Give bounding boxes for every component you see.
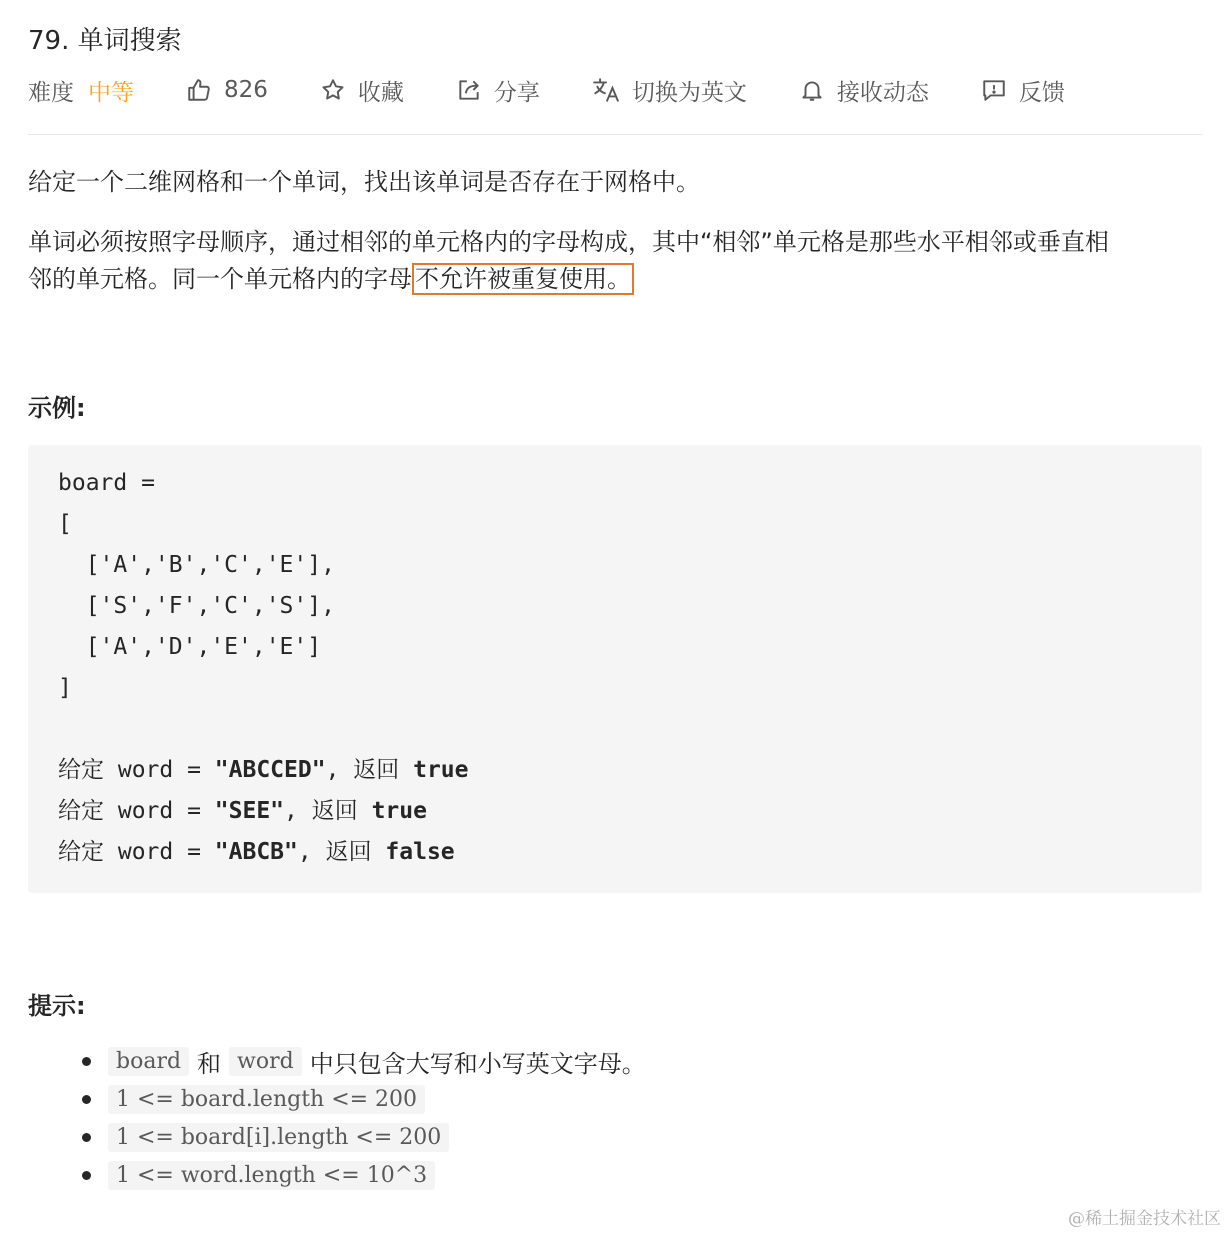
translate-label: 切换为英文 bbox=[631, 79, 747, 106]
description-line-1: 单词必须按照字母顺序，通过相邻的单元格内的字母构成，其中“相邻”单元格是那些水平相邻或垂直相 bbox=[28, 228, 1109, 256]
example-code-block bbox=[28, 445, 1202, 893]
case-result: true bbox=[371, 798, 427, 824]
case-prefix: 给定 word = bbox=[58, 757, 215, 783]
bullet-icon bbox=[82, 1057, 91, 1066]
list-item bbox=[28, 1042, 654, 1080]
inline-code: 1 <= board.length <= 200 bbox=[108, 1085, 425, 1114]
inline-code: 1 <= word.length <= 10^3 bbox=[108, 1161, 435, 1190]
hints-list bbox=[28, 1042, 654, 1194]
case-mid: , 返回 bbox=[297, 839, 386, 865]
code-line: ['A','B','C','E'], bbox=[58, 552, 335, 578]
list-item bbox=[28, 1118, 654, 1156]
problem-toolbar bbox=[28, 72, 1117, 108]
subscribe-label: 接收动态 bbox=[836, 79, 929, 106]
watermark: @稀土掘金技术社区 bbox=[1068, 1209, 1221, 1229]
example-case bbox=[58, 839, 455, 865]
thumbs-up-icon bbox=[186, 77, 212, 103]
code-line: [ bbox=[58, 511, 72, 537]
description-paragraph-1: 给定一个二维网格和一个单词，找出该单词是否存在于网格中。 bbox=[28, 168, 700, 196]
case-mid: , 返回 bbox=[284, 798, 372, 824]
share-button[interactable] bbox=[456, 74, 540, 107]
description-paragraph-2 bbox=[28, 224, 1202, 298]
case-result: true bbox=[413, 757, 469, 783]
inline-code: 1 <= board[i].length <= 200 bbox=[108, 1123, 449, 1152]
translate-button[interactable] bbox=[592, 74, 747, 107]
difficulty-value: 中等 bbox=[88, 79, 134, 106]
star-icon bbox=[320, 77, 346, 103]
problem-title: 79. 单词搜索 bbox=[28, 26, 182, 56]
case-prefix: 给定 word = bbox=[58, 798, 215, 824]
favorite-button[interactable] bbox=[320, 74, 404, 107]
hint-text: 中只包含大写和小写英文字母。 bbox=[309, 1049, 646, 1078]
like-button[interactable] bbox=[186, 77, 268, 103]
difficulty bbox=[28, 74, 134, 107]
case-word: "ABCCED" bbox=[214, 757, 326, 783]
translate-icon bbox=[592, 77, 620, 103]
feedback-button[interactable] bbox=[981, 74, 1065, 107]
list-item bbox=[28, 1080, 654, 1118]
share-label: 分享 bbox=[493, 79, 540, 106]
description-line-2: 邻的单元格。同一个单元格内的字母 bbox=[28, 265, 412, 293]
code-line: ['A','D','E','E'] bbox=[58, 634, 322, 660]
case-word: "SEE" bbox=[214, 798, 285, 824]
feedback-label: 反馈 bbox=[1018, 79, 1065, 106]
code-line: board = bbox=[58, 470, 155, 496]
like-count: 826 bbox=[224, 77, 268, 103]
example-code bbox=[58, 463, 469, 873]
example-heading: 示例: bbox=[28, 394, 86, 422]
case-result: false bbox=[385, 839, 455, 865]
favorite-label: 收藏 bbox=[357, 79, 404, 106]
difficulty-label: 难度 bbox=[28, 79, 74, 106]
example-case bbox=[58, 798, 427, 824]
feedback-icon bbox=[981, 77, 1007, 103]
case-prefix: 给定 word = bbox=[58, 839, 215, 865]
hint-text: 和 bbox=[197, 1049, 222, 1078]
bullet-icon bbox=[82, 1171, 91, 1180]
bullet-icon bbox=[82, 1133, 91, 1142]
share-icon bbox=[456, 77, 482, 103]
code-line: ['S','F','C','S'], bbox=[58, 593, 335, 619]
hints-heading: 提示: bbox=[28, 992, 86, 1020]
highlighted-constraint: 不允许被重复使用。 bbox=[412, 263, 634, 295]
code-line: ] bbox=[58, 675, 72, 701]
inline-code: board bbox=[108, 1047, 189, 1076]
case-word: "ABCB" bbox=[214, 839, 298, 865]
divider bbox=[28, 134, 1202, 135]
bullet-icon bbox=[82, 1095, 91, 1104]
inline-code: word bbox=[229, 1047, 302, 1076]
example-case bbox=[58, 757, 469, 783]
bell-icon bbox=[799, 77, 825, 103]
subscribe-button[interactable] bbox=[799, 74, 929, 107]
list-item bbox=[28, 1156, 654, 1194]
case-mid: , 返回 bbox=[325, 757, 414, 783]
